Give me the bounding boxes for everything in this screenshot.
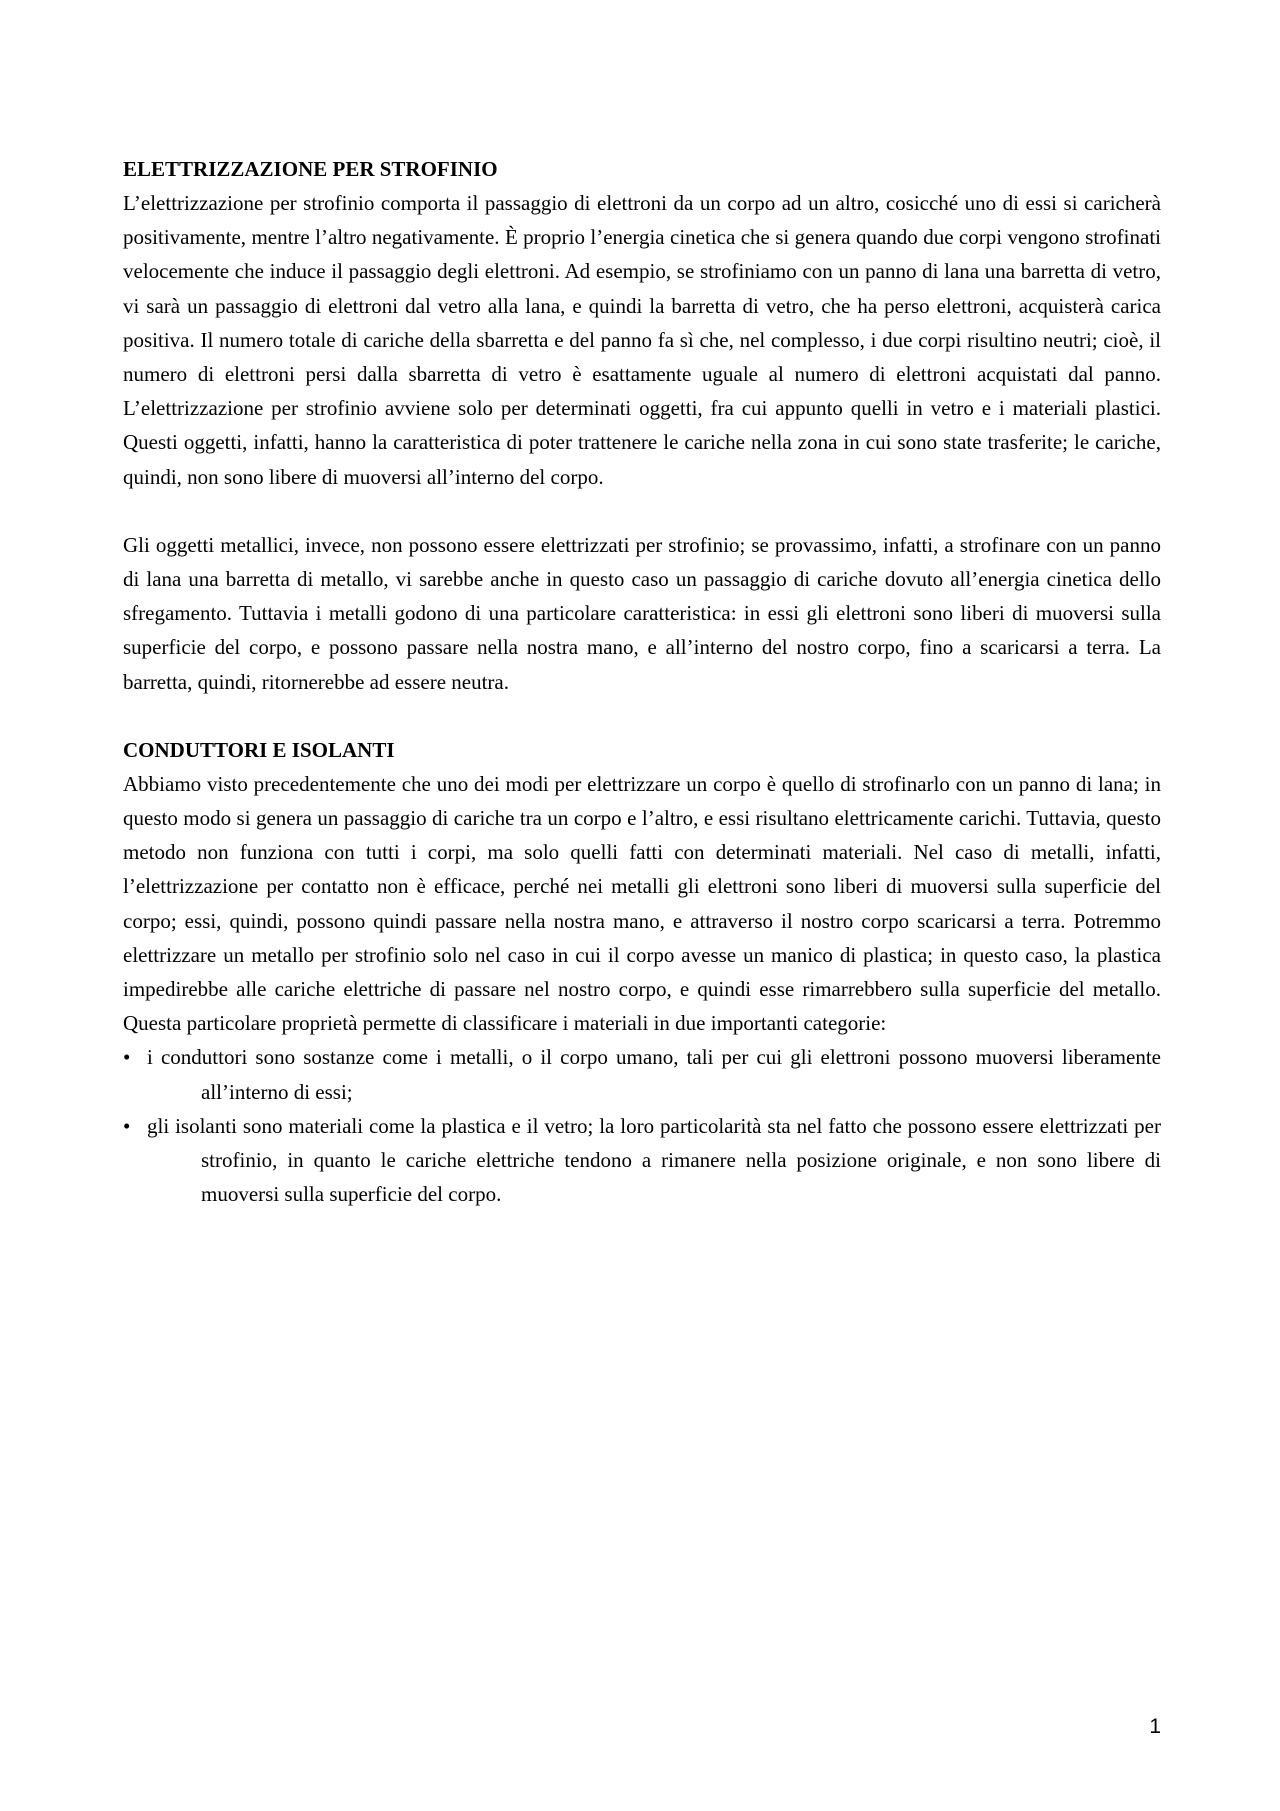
document-page <box>123 152 1161 1211</box>
paragraph-strofinio-2: Gli oggetti metallici, invece, non possono essere elettrizzati per strofinio; se provassimo, infatti, a strofinare con un panno di lana una barretta di metallo, vi sarebbe anche in questo caso un passaggio di cariche dovuto all’energia cinetica dello sfregamento. Tuttavia i metalli godono di una particolare caratteristica: in essi gli elettroni sono liberi di muoversi sulla superficie del corpo, e possono passare nella nostra mano, e all’interno del nostro corpo, fino a scaricarsi a terra. La barretta, quindi, ritornerebbe ad essere neutra. <box>123 532 1161 694</box>
bullet-icon: • <box>123 1113 131 1138</box>
list-item-isolanti <box>123 1109 1161 1212</box>
list-item-conduttori <box>123 1040 1161 1108</box>
section-heading-elettrizzazione: ELETTRIZZAZIONE PER STROFINIO <box>123 157 498 181</box>
list-item-text: gli isolanti sono materiali come la plastica e il vetro; la loro particolarità sta nel fatto che possono essere elettrizzati per strofinio, in quanto le cariche elettriche tendono a rimanere nella posizione originale, e non sono libere di muoversi sulla superficie del corpo. <box>147 1113 1161 1207</box>
paragraph-strofinio-1: L’elettrizzazione per strofinio comporta il passaggio di elettroni da un corpo ad un altro, cosicché uno di essi si caricherà positivamente, mentre l’altro negativamente. È proprio l’energia cinetica che si genera quando due corpi vengono strofinati velocemente che induce il passaggio degli elettroni. Ad esempio, se strofiniamo con un panno di lana una barretta di vetro, vi sarà un passaggio di elettroni dal vetro alla lana, e quindi la barretta di vetro, che ha perso elettroni, acquisterà carica positiva. Il numero totale di cariche della sbarretta e del panno fa sì che, nel complesso, i due corpi risultino neutri; cioè, il numero di elettroni persi dalla sbarretta di vetro è esattamente uguale al numero di elettroni acquistati dal panno. L’elettrizzazione per strofinio avviene solo per determinati oggetti, fra cui appunto quelli in vetro e i materiali plastici. Questi oggetti, infatti, hanno la caratteristica di poter trattenere le cariche nella zona in cui sono state trasferite; le cariche, quindi, non sono libere di muoversi all’interno del corpo. <box>123 191 1161 489</box>
paragraph-spacer <box>123 494 1161 528</box>
list-item-text: i conduttori sono sostanze come i metalli, o il corpo umano, tali per cui gli elettroni possono muoversi liberamente all’interno di essi; <box>147 1045 1161 1104</box>
bullet-list <box>123 1040 1161 1211</box>
paragraph-conduttori: Abbiamo visto precedentemente che uno dei modi per elettrizzare un corpo è quello di strofinarlo con un panno di lana; in questo modo si genera un passaggio di cariche tra un corpo e l’altro, e essi risultano elettricamente carichi. Tuttavia, questo metodo non funziona con tutti i corpi, ma solo quelli fatti con determinati materiali. Nel caso di metalli, infatti, l’elettrizzazione per contatto non è efficace, perché nei metalli gli elettroni sono liberi di muoversi sulla superficie del corpo; essi, quindi, possono quindi passare nella nostra mano, e attraverso il nostro corpo scaricarsi a terra. Potremmo elettrizzare un metallo per strofinio solo nel caso in cui il corpo avesse un manico di plastica; in questo caso, la plastica impedirebbe alle cariche elettriche di passare nel nostro corpo, e quindi esse rimarrebbero sulla superficie del metallo. Questa particolare proprietà permette di classificare i materiali in due importanti categorie: <box>123 771 1161 1036</box>
paragraph-spacer <box>123 699 1161 733</box>
section-heading-conduttori: CONDUTTORI E ISOLANTI <box>123 737 395 762</box>
page-number: 1 <box>1149 1715 1161 1738</box>
bullet-icon: • <box>123 1045 131 1070</box>
